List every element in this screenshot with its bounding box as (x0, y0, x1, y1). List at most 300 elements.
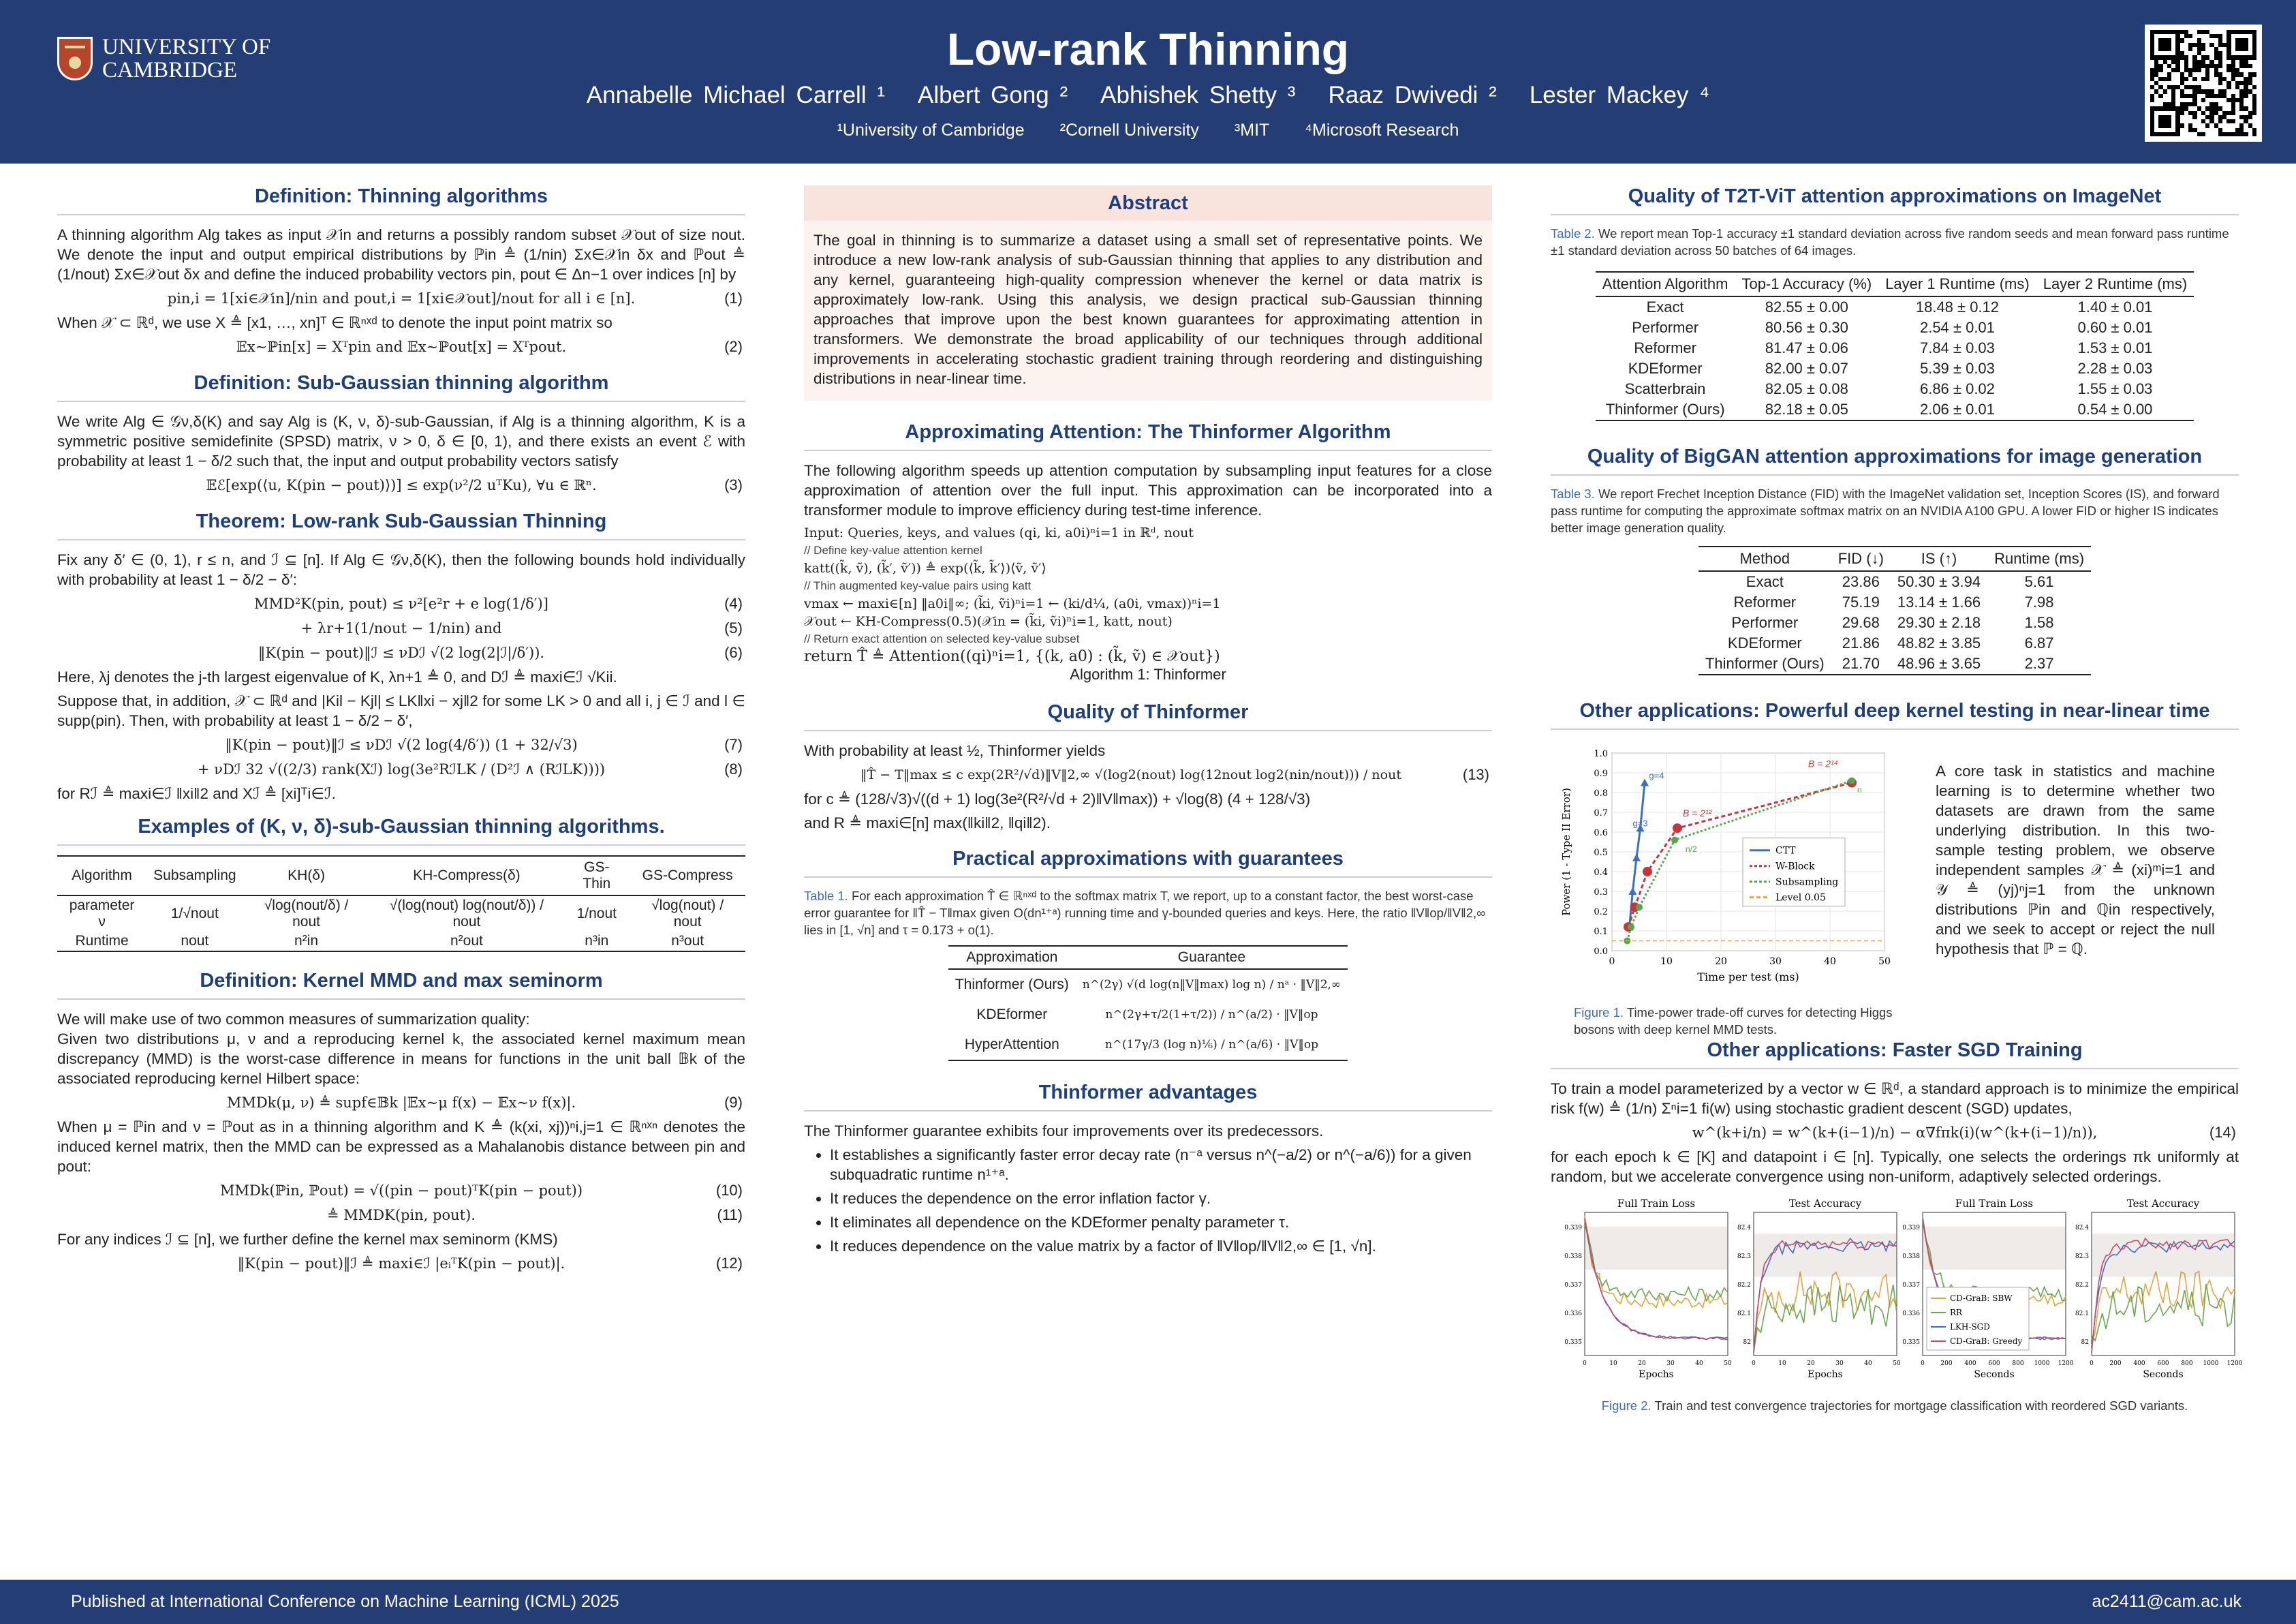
x-tick-label: 40 (1864, 1360, 1872, 1367)
algorithm-line: katt((k̃, ṽ), (k̃′, ṽ′)) ≜ exp(⟨k̃, k̃′⟩)⟨ṽ, ṽ′⟩ (804, 561, 1046, 576)
sgd-convergence-charts (1551, 1195, 2243, 1394)
equation-number: (5) (724, 619, 743, 637)
equation-text: + λr+1(1/nout − 1/nin) and (300, 620, 502, 637)
x-tick-label: 600 (1988, 1360, 2000, 1367)
affiliation-list (0, 121, 2296, 140)
column-header: IS (↑) (1891, 547, 1987, 571)
y-tick-label: 1.0 (1594, 749, 1608, 759)
confidence-band (1754, 1234, 1897, 1277)
x-tick-label: 1200 (2227, 1360, 2243, 1367)
equation-number: (10) (715, 1182, 743, 1199)
paragraph: The following algorithm speeds up attention computation by subsampling input features for a close approximation of attention over the full input. This approximation can be incorporated into a transformer module to improve efficiency during test-time inference. (804, 462, 1492, 519)
y-tick-label: 0.9 (1594, 769, 1608, 779)
y-tick-label: 0.0 (1594, 947, 1608, 957)
x-tick-label: 40 (1695, 1360, 1703, 1367)
table-cell: 13.14 ± 1.66 (1897, 594, 1981, 611)
section-title: Other applications: Powerful deep kernel testing in near-linear time (1551, 700, 2239, 730)
table-row (948, 1030, 1348, 1060)
paragraph: for Rℐ ≜ maxi∈ℐ ‖xi‖2 and Xℐ ≜ [xi]ᵀi∈ℐ. (57, 785, 336, 802)
equation-number: (4) (724, 595, 743, 612)
section-title: Examples of (K, ν, δ)-sub-Gaussian thinning algorithms. (57, 816, 745, 846)
legend-label: RR (1950, 1308, 1963, 1317)
kernel-testing-block (1551, 739, 2239, 1039)
table-cell: Scatterbrain (1624, 380, 1706, 397)
table-cell: 80.56 ± 0.30 (1765, 319, 1848, 336)
paragraph: For any indices ℐ ⊆ [n], we further define the kernel max seminorm (KMS) (57, 1231, 558, 1248)
data-point (1628, 923, 1634, 930)
biggan-table (1698, 546, 2091, 675)
table-row (1698, 571, 2091, 592)
figure-caption (1551, 1397, 2239, 1414)
poster-title: Low-rank Thinning (946, 24, 1350, 74)
equation-number: (9) (724, 1094, 743, 1111)
table-cell: n²in (243, 932, 370, 951)
confidence-band (1585, 1227, 1728, 1270)
table-cell: Reformer (1733, 594, 1797, 611)
table-header-row (1698, 547, 2091, 571)
equation-number: (12) (715, 1255, 743, 1272)
caption-text: For each approximation T̂ ∈ ℝⁿˣᵈ to the softmax matrix T, we report, up to a constant factor, the best worst-case error guarantee for ‖T̂ − T‖max given O(dn¹⁺ᵃ) running time and γ-bounded queries and keys. Here, the ratio ‖V‖op/‖V‖2,∞ lies in [1, √n] and τ = 0.173 + o(1). (804, 889, 1486, 937)
column-header: KH-Compress(δ) (370, 856, 564, 895)
caption-text: Train and test convergence trajectories for mortgage classification with reordered SGD variants. (1654, 1398, 2188, 1413)
paragraph: We will make use of two common measures of summarization quality: (57, 1011, 530, 1028)
caption-text: We report Frechet Inception Distance (FID) with the ImageNet validation set, Inception Scores (IS), and forward pass runtime for computing the approximate softmax matrix on an NVIDIA A100 GPU. A lower FID or higher IS indicates better image generation quality. (1551, 487, 2220, 535)
equation-text: + νDℐ 32 √((2/3) rank(Xℐ) log(3e²RℐLK / (D²ℐ ∧ (RℐLK)))) (197, 761, 606, 778)
equation-11 (57, 1205, 745, 1225)
table-cell: 5.39 ± 0.03 (1919, 360, 1995, 377)
x-tick-label: 0 (1609, 956, 1615, 967)
x-tick-label: 50 (1893, 1360, 1901, 1367)
advantages-list (830, 1145, 1492, 1256)
column-header: GS-Thin (563, 856, 630, 895)
equation-text: MMD²K(pin, pout) ≤ ν²[e²r + e log(1/δ′)] (254, 596, 548, 612)
panel-title: Test Accuracy (1788, 1197, 1862, 1210)
equation-text: MMDk(μ, ν) ≜ supf∈𝔹k |𝔼x∼μ f(x) − 𝔼x∼ν f(x)|. (226, 1094, 576, 1111)
paragraph: for c ≜ (128/√3)√((d + 1) log(3e²(R²/√d + 2)‖V‖max)) + √log(8) (4 + 128/√3) (804, 791, 1311, 808)
equation-text: 𝔼ℰ[exp(⟨u, K(pin − pout)⟩)] ≤ exp(ν²/2 uᵀKu), ∀u ∈ ℝⁿ. (206, 477, 597, 493)
x-tick-label: 0 (1583, 1360, 1587, 1367)
y-tick-label: 82.3 (1737, 1253, 1751, 1260)
affiliation: ³MIT (1234, 121, 1270, 140)
section-title: Practical approximations with guarantees (804, 848, 1492, 878)
section-title: Theorem: Low-rank Sub-Gaussian Thinning (57, 510, 745, 540)
poster-header (0, 0, 2296, 164)
equation-text: pin,i = 1[xi∈𝒳in]/nin and pout,i = 1[xi∈𝒳out]/nout for all i ∈ [n]. (167, 290, 636, 307)
y-tick-label: 0.4 (1594, 868, 1608, 878)
table-row (1596, 338, 2194, 358)
table-cell: 50.30 ± 3.94 (1897, 573, 1981, 590)
table-cell: 7.98 (2024, 594, 2054, 611)
x-tick-label: 600 (2157, 1360, 2169, 1367)
y-tick-label: 0.335 (1564, 1339, 1582, 1346)
section-theorem (57, 510, 745, 803)
equation-9 (57, 1092, 745, 1113)
column-header: Guarantee (1076, 946, 1348, 969)
y-tick-label: 0.336 (1564, 1311, 1582, 1317)
equation-10 (57, 1180, 745, 1201)
table-cell: 29.30 ± 2.18 (1897, 614, 1981, 631)
algorithm-return: return T̂ ≜ Attention((qi)ⁿi=1, {(k, a0) : (k̃, ṽ) ∈ 𝒳out}) (804, 648, 1220, 665)
list-item: • It establishes a significantly faster error decay rate (n⁻ᵃ versus n^(−a/2) or n^(−a/6)) for a given subquadratic runtime n¹⁺ᵃ. (830, 1145, 1492, 1184)
column-header: Subsampling (146, 856, 243, 895)
equation-4 (57, 594, 745, 614)
x-tick-label: 50 (1724, 1360, 1732, 1367)
section-kernel-testing (1551, 700, 2239, 1039)
x-tick-label: 200 (2109, 1360, 2122, 1367)
paragraph: for each epoch k ∈ [K] and datapoint i ∈ [n]. Typically, one selects the orderings πk uniformly at random, but we accelerate convergence using non-uniform, adaptively selected orderings. (1551, 1148, 2239, 1185)
paragraph: and R ≜ maxi∈[n] max(‖ki‖2, ‖qi‖2). (804, 814, 1051, 831)
panel-title: Test Accuracy (2126, 1197, 2200, 1210)
equation-number: (13) (1462, 766, 1489, 783)
affiliation: ¹University of Cambridge (837, 121, 1025, 140)
affiliation: ⁴Microsoft Research (1305, 121, 1459, 140)
table-cell: 48.96 ± 3.65 (1891, 654, 1987, 675)
caption-label: Figure 2. (1601, 1398, 1651, 1413)
section-title: Other applications: Faster SGD Training (1551, 1039, 2239, 1069)
equation-text: MMDk(ℙin, ℙout) = √((pin − pout)ᵀK(pin − pout)) (219, 1182, 583, 1199)
author: Raaz Dwivedi ² (1328, 82, 1497, 108)
y-tick-label: 0.6 (1594, 828, 1608, 838)
paragraph: We write Alg ∈ 𝒢ν,δ(K) and say Alg is (K, ν, δ)-sub-Gaussian, if Alg is a thinning algorithm, K is a symmetric positive semidefinite (SPSD) matrix, ν > 0, δ ∈ [0, 1), and there exists an event ℰ with probability at least 1 − δ/2 such that, the input and output probability vectors satisfy (57, 413, 745, 470)
annotation: n (1857, 785, 1862, 795)
chart-legend (1927, 1287, 2029, 1350)
equation-number: (3) (724, 476, 743, 493)
algorithm-box (804, 524, 1492, 684)
section-subgaussian-definition (57, 372, 745, 495)
table-cell: 0.54 ± 0.00 (2036, 399, 2194, 420)
table-cell: n³in (563, 932, 630, 951)
y-tick-label: 0.2 (1594, 907, 1608, 917)
table-cell: 6.87 (2024, 634, 2054, 652)
panel-title: Full Train Loss (1617, 1197, 1696, 1210)
section-thinning-definition (57, 185, 745, 357)
equation-number: (11) (717, 1206, 743, 1223)
section-title: Quality of Thinformer (804, 701, 1492, 731)
annotation: B = 2¹⁴ (1808, 758, 1838, 769)
list-item: • It reduces the dependence on the error inflation factor γ. (830, 1189, 1492, 1208)
table-cell: 1/√nout (170, 906, 219, 921)
x-axis-label: Epochs (1808, 1369, 1843, 1380)
table-cell: 1.53 ± 0.01 (2077, 339, 2153, 356)
table-cell: n^(17γ/3 (log n)⅙) / n^(a/6) · ‖V‖op (1076, 1030, 1348, 1060)
table-cell: n^(2γ+τ/2(1+τ/2)) / n^(a/2) · ‖V‖op (1105, 1008, 1318, 1022)
table-header-row (1596, 272, 2194, 296)
caption-text: Time-power trade-off curves for detecting Higgs bosons with deep kernel MMD tests. (1574, 1005, 1893, 1037)
equation-number: (6) (724, 644, 743, 661)
table-cell: Thinformer (Ours) (1698, 654, 1831, 675)
x-tick-label: 40 (1824, 956, 1836, 967)
table-cell: 82.18 ± 0.05 (1735, 399, 1878, 420)
x-tick-label: 30 (1666, 1360, 1675, 1367)
annotation: n/2 (1686, 844, 1697, 854)
caption-label: Table 2. (1551, 226, 1595, 241)
table-cell: Thinformer (Ours) (955, 977, 1069, 992)
table-cell: 82.00 ± 0.07 (1765, 360, 1848, 377)
column-header: Layer 1 Runtime (ms) (1878, 272, 2036, 296)
table-cell: 18.48 ± 0.12 (1915, 298, 2000, 316)
x-tick-label: 400 (1964, 1360, 1976, 1367)
x-tick-label: 20 (1807, 1360, 1815, 1367)
paragraph: Suppose that, in addition, 𝒳 ⊂ ℝᵈ and |Kil − Kjl| ≤ LK‖xi − xj‖2 for some LK > 0 and all i, j ∈ ℐ and l ∈ supp(pin). Then, with probability at least 1 − δ/2 − δ′, (57, 692, 745, 729)
x-tick-label: 10 (1778, 1360, 1786, 1367)
legend-label: LKH-SGD (1950, 1322, 1990, 1332)
data-point (1636, 904, 1643, 910)
x-tick-label: 1000 (2034, 1360, 2050, 1367)
paragraph: A core task in statistics and machine learning is to determine whether two datasets are drawn from the same underlying distribution. In this two-sample testing problem, we observe independent samples 𝒳 ≜ (xi)ᵐi=1 and 𝒴 ≜ (yj)ⁿj=1 from the unknown distributions ℙin and ℚin respectively, and we seek to accept or reject the null hypothesis that ℙ = ℚ. (1936, 763, 2215, 957)
section-thinformer-advantages (804, 1082, 1492, 1256)
section-title: Quality of BigGAN attention approximations for image generation (1551, 446, 2239, 476)
column-header: GS-Compress (630, 856, 745, 895)
annotation: B = 2¹² (1683, 807, 1712, 818)
legend-label: Subsampling (1775, 876, 1839, 888)
y-tick-label: 0.335 (1902, 1339, 1920, 1346)
x-tick-label: 10 (1660, 956, 1673, 967)
y-tick-label: 0.8 (1594, 788, 1608, 799)
table-cell: Thinformer (Ours) (1596, 399, 1735, 420)
table-cell: nout (146, 932, 243, 951)
table-row (1596, 296, 2194, 318)
section-kernel-mmd (57, 970, 745, 1274)
abstract-text: The goal in thinning is to summarize a dataset using a small set of representative points. We introduce a new low-rank analysis of sub-Gaussian thinning that applies to any distribution and any kernel, guaranteeing high-quality compression whenever the kernel or data matrix is approximately low-rank. Using this analysis, we design practical sub-Gaussian thinning approaches that improve upon the best known guarantees for approximating attention in transformers. We demonstrate the broad applicability of our techniques through additional improvements in accelerating stochastic gradient training through reordering and distinguishing distributions in near-linear time. (813, 232, 1483, 387)
y-tick-label: 82.2 (1737, 1282, 1751, 1289)
y-tick-label: 82.3 (2075, 1253, 2089, 1260)
equation-text: ‖K(pin − pout)‖ℐ ≤ νDℐ √(2 log(2|ℐ|/δ′)). (258, 645, 545, 661)
table-cell: 21.70 (1831, 654, 1891, 675)
equation-text: ‖K(pin − pout)‖ℐ ≤ νDℐ √(2 log(4/δ′)) (1 + 32/√3) (225, 737, 578, 753)
x-tick-label: 20 (1715, 956, 1727, 967)
table-row (1698, 654, 2091, 675)
algorithm-comment: // Thin augmented key-value pairs using katt (804, 579, 1031, 592)
table-cell: n^(2γ) √(d log(n‖V‖max) log n) / nᵃ · ‖V‖2,∞ (1082, 978, 1341, 992)
table-row (1698, 592, 2091, 613)
power-tradeoff-chart (1551, 739, 1905, 998)
caption-label: Table 3. (1551, 487, 1595, 501)
y-tick-label: 0.338 (1902, 1253, 1920, 1260)
table-cell: 5.61 (2024, 573, 2054, 590)
y-tick-label: 82 (1743, 1339, 1751, 1346)
data-point (1848, 778, 1855, 784)
table-row (948, 969, 1348, 1000)
section-practical-approximations (804, 848, 1492, 1061)
data-point (1671, 837, 1678, 844)
table-row (1698, 633, 2091, 654)
table-cell: Performer (1632, 319, 1699, 336)
table-cell: 2.28 ± 0.03 (2077, 360, 2153, 377)
table-cell: 1.58 (2024, 614, 2054, 631)
x-tick-label: 20 (1638, 1360, 1646, 1367)
table-cell: 29.68 (1842, 614, 1880, 631)
section-t2t-vit (1551, 185, 2239, 421)
table-cell: KDEformer (976, 1007, 1048, 1022)
table-row (1596, 379, 2194, 399)
x-tick-label: 800 (2012, 1360, 2024, 1367)
algorithm-input: Input: Queries, keys, and values (qi, ki, a0i)ⁿi=1 in ℝᵈ, nout (804, 525, 1194, 540)
equation-text: ≜ MMDK(pin, pout). (327, 1207, 476, 1223)
paragraph: When μ = ℙin and ν = ℙout as in a thinning algorithm and K ≜ (k(xi, xj))ⁿi,j=1 ∈ ℝⁿˣⁿ denotes the induced kernel matrix, then the MMD can be expressed as a Mahalanobis distance between pin and pout: (57, 1118, 745, 1175)
author: Annabelle Michael Carrell ¹ (586, 82, 885, 108)
column-header: KH(δ) (243, 856, 370, 895)
data-point (1643, 867, 1652, 876)
x-tick-label: 1000 (2203, 1360, 2219, 1367)
equation-8 (57, 759, 745, 780)
table-cell: HyperAttention (948, 1030, 1076, 1060)
section-title: Quality of T2T-ViT attention approximations on ImageNet (1551, 185, 2239, 215)
author-list (0, 82, 2296, 109)
table-row (1596, 358, 2194, 379)
paragraph: The Thinformer guarantee exhibits four improvements over its predecessors. (804, 1122, 1324, 1139)
x-tick-label: 1200 (2058, 1360, 2074, 1367)
column-header: Top-1 Accuracy (%) (1735, 272, 1878, 296)
x-tick-label: 30 (1769, 956, 1782, 967)
biggan-table-body (1698, 571, 2091, 675)
table-cell: 1.55 ± 0.03 (2077, 380, 2153, 397)
x-tick-label: 400 (2133, 1360, 2145, 1367)
section-title: Definition: Sub-Gaussian thinning algorithm (57, 372, 745, 402)
university-name-line1: UNIVERSITY OF (102, 35, 271, 59)
confidence-band (1923, 1227, 2066, 1270)
equation-5 (57, 618, 745, 639)
y-tick-label: 82 (2081, 1339, 2089, 1346)
algorithm-line: vmax ← maxi∈[n] ‖a0i‖∞; (k̃i, ṽi)ⁿi=1 ← (ki/d¼, (a0i, vmax))ⁿi=1 (804, 596, 1221, 611)
equation-text: 𝔼x∼ℙin[x] = Xᵀpin and 𝔼x∼ℙout[x] = Xᵀpout. (236, 339, 567, 355)
y-axis-label: Power (1 - Type II Error) (1560, 788, 1572, 916)
table-header-row (948, 946, 1348, 969)
table-cell: 48.82 ± 3.85 (1897, 634, 1981, 652)
annotation: g=3 (1632, 818, 1648, 829)
column-header: Runtime (ms) (1987, 547, 2091, 571)
equation-text: ‖K(pin − pout)‖ℐ ≜ maxi∈ℐ |eᵢᵀK(pin − pout)|. (237, 1255, 565, 1272)
table-cell: 1.40 ± 0.01 (2077, 298, 2153, 316)
annotation: g=4 (1649, 770, 1664, 781)
x-tick-label: 30 (1835, 1360, 1844, 1367)
column-right (1551, 185, 2243, 1421)
table-cell: Runtime (57, 932, 146, 951)
column-header: Method (1698, 547, 1831, 571)
section-title: Abstract (804, 185, 1492, 221)
paragraph: To train a model parameterized by a vector w ∈ ℝᵈ, a standard approach is to minimize the empirical risk f(w) ≜ (1/n) Σⁿi=1 fi(w) using stochastic gradient descent (SGD) updates, (1551, 1080, 2239, 1117)
column-left (57, 185, 745, 1278)
x-axis-label: Seconds (1974, 1369, 2015, 1380)
x-tick-label: 0 (1921, 1360, 1925, 1367)
table-cell: 2.37 (1987, 654, 2091, 675)
y-tick-label: 0.7 (1594, 808, 1608, 818)
column-header: Layer 2 Runtime (ms) (2036, 272, 2194, 296)
equation-text: ‖T̂ − T‖max ≤ c exp(2R²/√d)‖V‖2,∞ √(log2(nout) log(12nout log2(nin/nout))) / nout (860, 767, 1401, 782)
equation-12 (57, 1253, 745, 1274)
table-row (1596, 318, 2194, 338)
t2t-vit-table (1596, 271, 2194, 421)
x-tick-label: 10 (1609, 1360, 1617, 1367)
column-header: Approximation (948, 946, 1076, 969)
equation-number: (1) (724, 290, 743, 307)
algorithm-comment: // Return exact attention on selected key-value subset (804, 632, 1080, 645)
data-point (1673, 823, 1682, 833)
table-cell: √log(nout/δ) / nout (264, 898, 349, 930)
table-cell: 7.84 ± 0.03 (1919, 339, 1995, 356)
y-tick-label: 0.5 (1594, 848, 1608, 858)
section-quality-thinformer (804, 701, 1492, 833)
list-item: • It eliminates all dependence on the KDEformer penalty parameter τ. (830, 1212, 1492, 1232)
poster-footer (0, 1580, 2296, 1624)
university-name-line2: CAMBRIDGE (102, 58, 238, 82)
equation-text: w^(k+i/n) = w^(k+(i−1)/n) − α∇fπk(i)(w^(k+(i−1)/n)), (1692, 1124, 2098, 1141)
paragraph: Fix any δ′ ∈ (0, 1), r ≤ n, and ℐ ⊆ [n]. If Alg ∈ 𝒢ν,δ(K), then the following bounds hold individually with probability at least 1 − δ/2 − δ′: (57, 551, 745, 588)
affiliation: ²Cornell University (1059, 121, 1199, 140)
caption-label: Table 1. (804, 889, 848, 903)
table-row (57, 895, 745, 932)
table-cell: 81.47 ± 0.06 (1765, 339, 1848, 356)
y-tick-label: 0.1 (1594, 927, 1608, 937)
table-caption (1551, 485, 2239, 536)
y-tick-label: 82.4 (2075, 1225, 2089, 1231)
contact-email-link[interactable]: ac2411@cam.ac.uk (2092, 1592, 2241, 1611)
table-cell: 23.86 (1842, 573, 1880, 590)
guarantees-table (948, 945, 1348, 1061)
table-cell: KDEformer (1628, 360, 1703, 377)
table-cell: 82.05 ± 0.08 (1765, 380, 1848, 397)
confidence-band (2092, 1234, 2235, 1277)
table-row (1596, 399, 2194, 420)
table-cell: 0.60 ± 0.01 (2077, 319, 2153, 336)
y-tick-label: 0.336 (1902, 1311, 1920, 1317)
table-cell: √(log(nout) log(nout/δ)) / nout (389, 898, 544, 930)
panel-title: Full Train Loss (1955, 1197, 2034, 1210)
t2t-table-body (1596, 296, 2194, 420)
y-tick-label: 82.4 (1737, 1225, 1751, 1231)
table-cell: 2.54 ± 0.01 (1919, 319, 1995, 336)
equation-number: (2) (724, 338, 743, 355)
table-cell: KDEformer (1727, 634, 1802, 652)
x-tick-label: 0 (2090, 1360, 2094, 1367)
figure-caption (1574, 1004, 1901, 1038)
table-row (948, 1000, 1348, 1030)
venue-text: Published at International Conference on Machine Learning (ICML) 2025 (71, 1592, 619, 1611)
section-examples (57, 816, 745, 952)
section-abstract (804, 185, 1492, 401)
equation-14 (1551, 1122, 2239, 1143)
author: Lester Mackey ⁴ (1529, 82, 1710, 108)
paragraph: When 𝒳 ⊂ ℝᵈ, we use X ≜ [x1, …, xn]ᵀ ∈ ℝⁿˣᵈ to denote the input point matrix so (57, 314, 612, 331)
author: Abhishek Shetty ³ (1100, 82, 1296, 108)
y-tick-label: 0.339 (1902, 1225, 1920, 1231)
table-cell: 21.86 (1842, 634, 1880, 652)
list-item: • It reduces dependence on the value matrix by a factor of ‖V‖op/‖V‖2,∞ ∈ [1, √n]. (830, 1236, 1492, 1256)
table-caption (1551, 225, 2239, 259)
table-cell: parameter ν (69, 898, 135, 930)
equation-3 (57, 475, 745, 495)
table-row (1698, 613, 2091, 633)
algorithm-comment: // Define key-value attention kernel (804, 544, 982, 557)
table-cell: 75.19 (1842, 594, 1880, 611)
paragraph: With probability at least ½, Thinformer yields (804, 742, 1106, 759)
qr-code-icon[interactable] (2145, 25, 2262, 142)
equation-1 (57, 288, 745, 309)
x-axis-label: Epochs (1639, 1369, 1674, 1380)
y-tick-label: 0.338 (1564, 1253, 1582, 1260)
paragraph: Given two distributions μ, ν and a reproducing kernel k, the associated kernel maximum mean discrepancy (MMD) is the worst-case difference in means for functions in the unit ball 𝔹k of the associated reproducing kernel Hilbert space: (57, 1030, 745, 1087)
table-cell: n²out (370, 932, 564, 951)
table-cell: 82.55 ± 0.00 (1765, 298, 1848, 316)
column-header: Attention Algorithm (1596, 272, 1735, 296)
section-title: Thinformer advantages (804, 1082, 1492, 1112)
column-header: Algorithm (57, 856, 146, 895)
y-tick-label: 82.1 (2075, 1311, 2089, 1317)
equation-6 (57, 643, 745, 663)
x-tick-label: 200 (1940, 1360, 1953, 1367)
paragraph: A thinning algorithm Alg takes as input 𝒳in and returns a possibly random subset 𝒳out of size nout. We denote the input and output empirical distributions by ℙin ≜ (1/nin) Σx∈𝒳in δx and ℙout ≜ (1/nout) Σx∈𝒳out δx and define the induced probability vectors pin, pout ∈ Δn−1 over indices [n] by (57, 226, 745, 283)
y-tick-label: 0.3 (1594, 887, 1608, 898)
table-cell: 1/nout (576, 906, 617, 921)
